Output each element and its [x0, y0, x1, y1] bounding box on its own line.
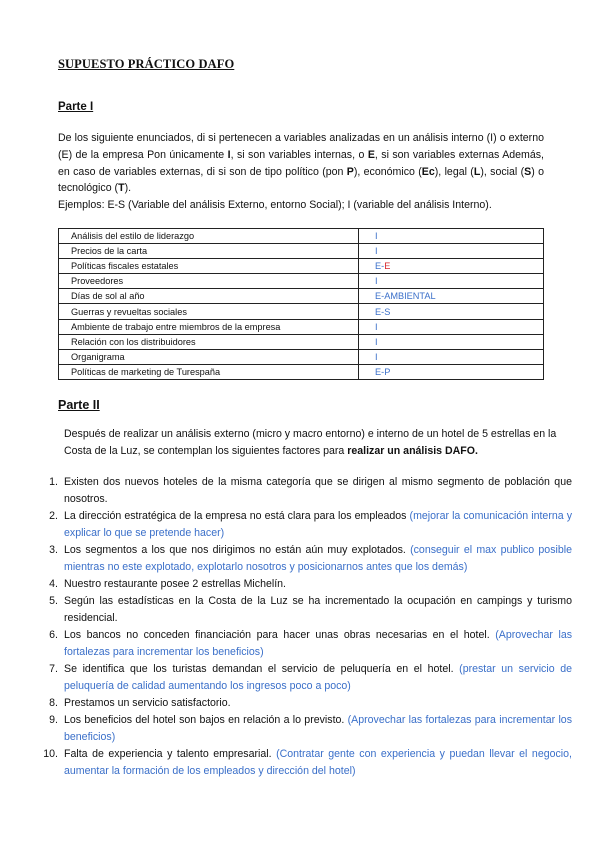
list-item: 8. Prestamos un servicio satisfactorio. — [49, 697, 231, 709]
table-row — [59, 334, 544, 349]
part-2-heading: Parte II — [58, 398, 100, 412]
list-item: 5. Según las estadísticas en la Costa de la Luz se ha incrementado la ocupación en campings y turismo residencial. — [49, 595, 572, 624]
table-row — [59, 364, 544, 379]
table-cell-value: I — [359, 334, 544, 349]
table-row — [59, 304, 544, 319]
list-item: 2. La dirección estratégica de la empresa no está clara para los empleados (mejorar la comunicación interna y explicar lo que se pretende hacer) — [49, 510, 573, 539]
table-cell-item: Ambiente de trabajo entre miembros de la empresa — [59, 319, 359, 334]
table-cell-item: Políticas de marketing de Turespaña — [59, 364, 359, 379]
table-row — [59, 274, 544, 289]
list-item: 10. Falta de experiencia y talento empresarial. (Contratar gente con experiencia y puedan llevar el negocio, aumentar la formación de los empleados y dirección del hotel) — [43, 748, 572, 777]
table-cell-value: E-AMBIENTAL — [359, 289, 544, 304]
table-cell-value: I — [359, 319, 544, 334]
table-cell-value: I — [359, 274, 544, 289]
table-cell-item: Días de sol al año — [59, 289, 359, 304]
table-row — [59, 289, 544, 304]
table-cell-item: Relación con los distribuidores — [59, 334, 359, 349]
table-cell-value: E-E — [359, 259, 544, 274]
table-cell-item: Guerras y revueltas sociales — [59, 304, 359, 319]
table-cell-value: I — [359, 229, 544, 244]
list-item: 1. Existen dos nuevos hoteles de la misma categoría que se dirigen al mismo segmento de población que nosotros. — [49, 476, 572, 505]
list-item: 9. Los beneficios del hotel son bajos en relación a lo previsto. (Aprovechar las fortalezas para incrementar los beneficios) — [49, 714, 573, 743]
list-item: 4. Nuestro restaurante posee 2 estrellas Michelín. — [49, 578, 286, 590]
table-row — [59, 229, 544, 244]
part-1-instructions: De los siguiente enunciados, di si pertenecen a variables analizadas en un análisis interno (I) o externo (E) de la empresa Pon únicamente I, si son variables internas, o E, si son variables externas Además, en caso de variables externas, di si son de tipo político (pon P), económico (Ec), legal (L), social (S) o tecnológico (T). — [58, 132, 545, 195]
examples-line: Ejemplos: E-S (Variable del análisis Externo, entorno Social); I (variable del análisis Interno). — [58, 199, 492, 211]
part-1-heading: Parte I — [58, 101, 94, 113]
list-item: 6. Los bancos no conceden financiación para hacer unas obras necesarias en el hotel. (Aprovechar las fortalezas para incrementar los beneficios) — [49, 629, 573, 658]
table-cell-value: E-P — [359, 364, 544, 379]
table-cell-value: I — [359, 349, 544, 364]
table-row — [59, 349, 544, 364]
table-cell-value: E-S — [359, 304, 544, 319]
table-row — [59, 259, 544, 274]
table-row — [59, 319, 544, 334]
factors-list — [40, 474, 572, 780]
table-row — [59, 244, 544, 259]
list-item: 3. Los segmentos a los que nos dirigimos no están aún muy explotados. (conseguir el max publico posible mientras no este explotado, explotarlo nosotros y posicionarnos antes que los demás) — [49, 544, 572, 573]
table-cell-item: Políticas fiscales estatales — [59, 259, 359, 274]
variables-table — [58, 228, 544, 380]
list-item: 7. Se identifica que los turistas demandan el servicio de peluquería en el hotel. (prestar un servicio de peluquería de calidad aumentando los ingresos poco a poco) — [49, 663, 572, 692]
table-cell-value: I — [359, 244, 544, 259]
table-cell-item: Organigrama — [59, 349, 359, 364]
document-title: SUPUESTO PRÁCTICO DAFO — [58, 57, 235, 71]
table-cell-item: Precios de la carta — [59, 244, 359, 259]
part-2-instructions: Después de realizar un análisis externo (micro y macro entorno) e interno de un hotel de 5 estrellas en la Costa de la Luz, se contemplan los siguientes factores para realizar un análisis DAFO. — [64, 428, 557, 457]
table-cell-item: Análisis del estilo de liderazgo — [59, 229, 359, 244]
table-cell-item: Proveedores — [59, 274, 359, 289]
